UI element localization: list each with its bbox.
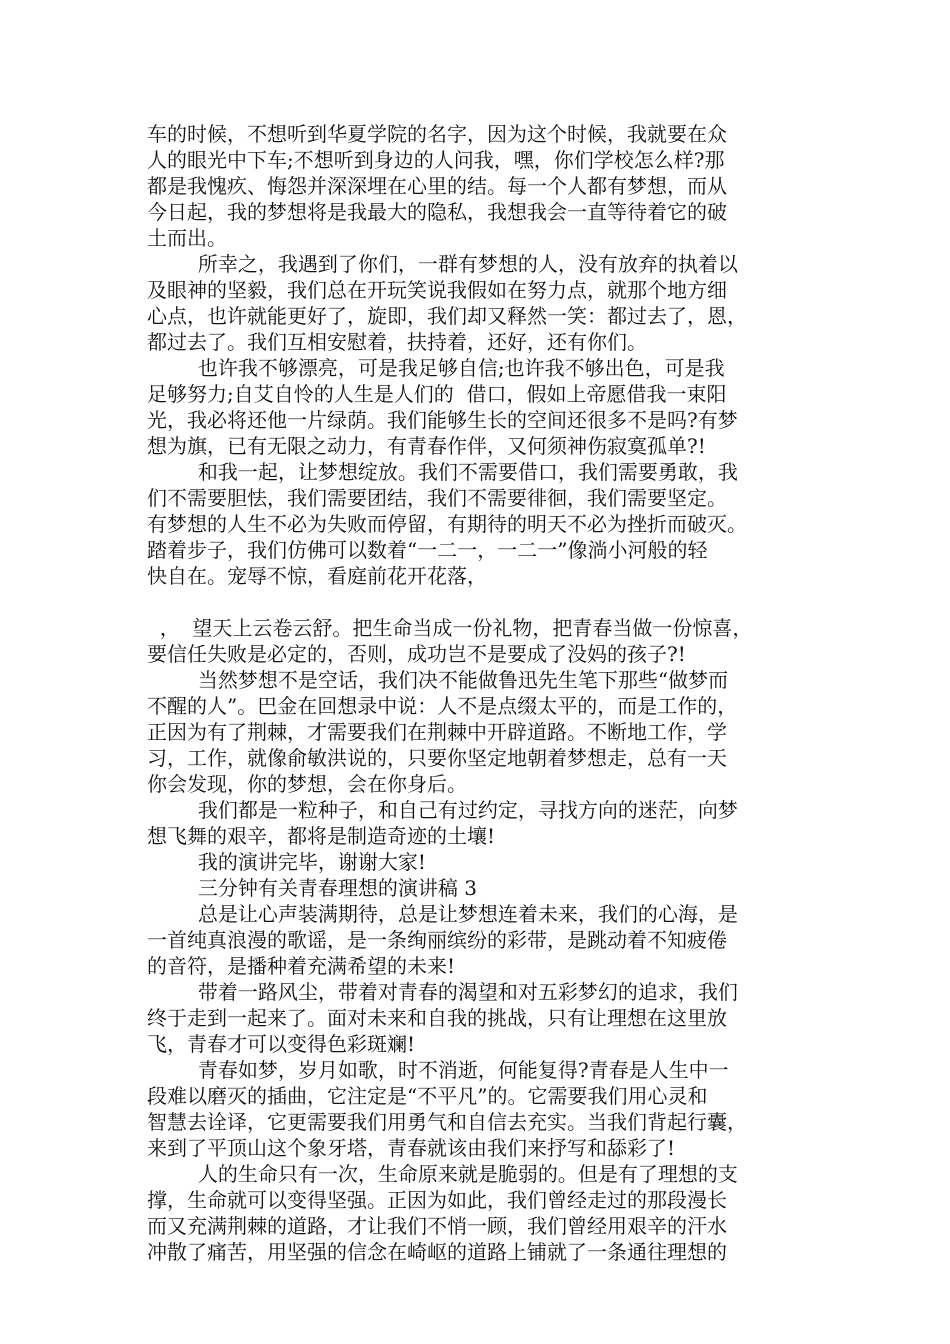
text-line: 总是让心声装满期待，总是让梦想连着未来，我们的心海，是 [147,902,738,926]
text-line: 光，我必将还他一片绿荫。我们能够生长的空间还很多不是吗?有梦 [147,408,738,432]
text-line: 人的生命只有一次，生命原来就是脆弱的。但是有了理想的支 [147,1162,738,1186]
text-line: 快自在。宠辱不惊，看庭前花开花落， [147,564,487,588]
text-line: 心点，也许就能更好了，旋即，我们却又释然一笑：都过去了，恩， [147,304,747,328]
text-line: 的音符，是播种着充满希望的未来! [147,954,456,978]
text-line: 也许我不够漂亮，可是我足够自信;也许我不够出色，可是我 [147,356,725,380]
text-line: 和我一起，让梦想绽放。我们不需要借口，我们需要勇敢，我 [147,460,738,484]
text-line: 段难以磨灭的插曲，它注定是“不平凡”的。它需要我们用心灵和 [147,1084,708,1108]
text-line: 们不需要胆怯，我们需要团结，我们不需要徘徊，我们需要坚定。 [147,486,727,510]
text-line: 车的时候，不想听到华夏学院的名字，因为这个时候，我就要在众 [147,122,727,146]
text-line: 正因为有了荆棘，才需要我们在荆棘中开辟道路。不断地工作，学 [147,720,727,744]
text-line: 当然梦想不是空话，我们决不能做鲁迅先生笔下那些“做梦而 [147,668,729,692]
text-line: 想为旗，已有无限之动力，有青春作伴，又何须神伤寂寞孤单?! [147,434,706,458]
document-body [147,121,827,1265]
text-line: 足够努力;自艾自怜的人生是人们的 借口，假如上帝愿借我一束阳 [147,382,727,406]
text-line: 今日起，我的梦想将是我最大的隐私，我想我会一直等待着它的破 [147,200,727,224]
text-line: 青春如梦，岁月如歌，时不消逝，何能复得?青春是人生中一 [147,1058,729,1082]
text-line: 带着一路风尘，带着对青春的渴望和对五彩梦幻的追求，我们 [147,980,738,1004]
text-line: 习，工作，就像俞敏洪说的，只要你坚定地朝着梦想走，总有一天 [147,746,727,770]
text-line: 踏着步子，我们仿佛可以数着“一二一，一二一”像淌小河般的轻 [147,538,708,562]
text-line: 而又充满荆棘的道路，才让我们不悄一顾，我们曾经用艰辛的汗水 [147,1214,727,1238]
text-line: 土而出。 [147,226,227,250]
text-line: 都过去了。我们互相安慰着，扶持着，还好，还有你们。 [147,330,647,354]
text-line: 人的眼光中下车;不想听到身边的人问我，嘿，你们学校怎么样?那 [147,148,725,172]
text-line: 都是我愧疚、悔怨并深深埋在心里的结。每一个人都有梦想，而从 [147,174,727,198]
text-line: 来到了平顶山这个象牙塔，青春就该由我们来抒写和舔彩了! [147,1136,676,1160]
blank-line [147,589,827,615]
text-line: 我们都是一粒种子，和自己有过约定，寻找方向的迷茫，向梦 [147,798,738,822]
text-line: 想飞舞的艰辛，都将是制造奇迹的土壤! [147,824,496,848]
text-line: 不醒的人”。巴金在回想录中说：人不是点缀太平的，而是工作的， [147,694,738,718]
text-line: 撑，生命就可以变得坚强。正因为如此，我们曾经走过的那段漫长 [147,1188,727,1212]
text-line: 有梦想的人生不必为失败而停留，有期待的明天不必为挫折而破灭。 [147,512,747,536]
text-line: ， 望天上云卷云舒。把生命当成一份礼物，把青春当做一份惊喜， [147,616,753,640]
text-line: 三分钟有关青春理想的演讲稿 3 [147,876,477,900]
text-line: 冲散了痛苦，用坚强的信念在崎岖的道路上铺就了一条通往理想的 [147,1240,727,1264]
text-line: 智慧去诠译，它更需要我们用勇气和自信去充实。当我们背起行囊， [147,1110,747,1134]
text-line: 要信任失败是必定的，否则，成功岂不是要成了没妈的孩子?! [147,642,686,666]
text-line: 及眼神的坚毅，我们总在开玩笑说我假如在努力点，就那个地方细 [147,278,727,302]
text-line: 你会发现，你的梦想，会在你身后。 [147,772,467,796]
text-line: 所幸之，我遇到了你们，一群有梦想的人，没有放弃的执着以 [147,252,738,276]
text-line: 一首纯真浪漫的歌谣，是一条绚丽缤纷的彩带，是跳动着不知疲倦 [147,928,727,952]
text-line: 我的演讲完毕，谢谢大家! [147,850,426,874]
text-line: 飞，青春才可以变得色彩斑斓! [147,1032,416,1056]
text-line: 终于走到一起来了。面对未来和自我的挑战，只有让理想在这里放 [147,1006,727,1030]
